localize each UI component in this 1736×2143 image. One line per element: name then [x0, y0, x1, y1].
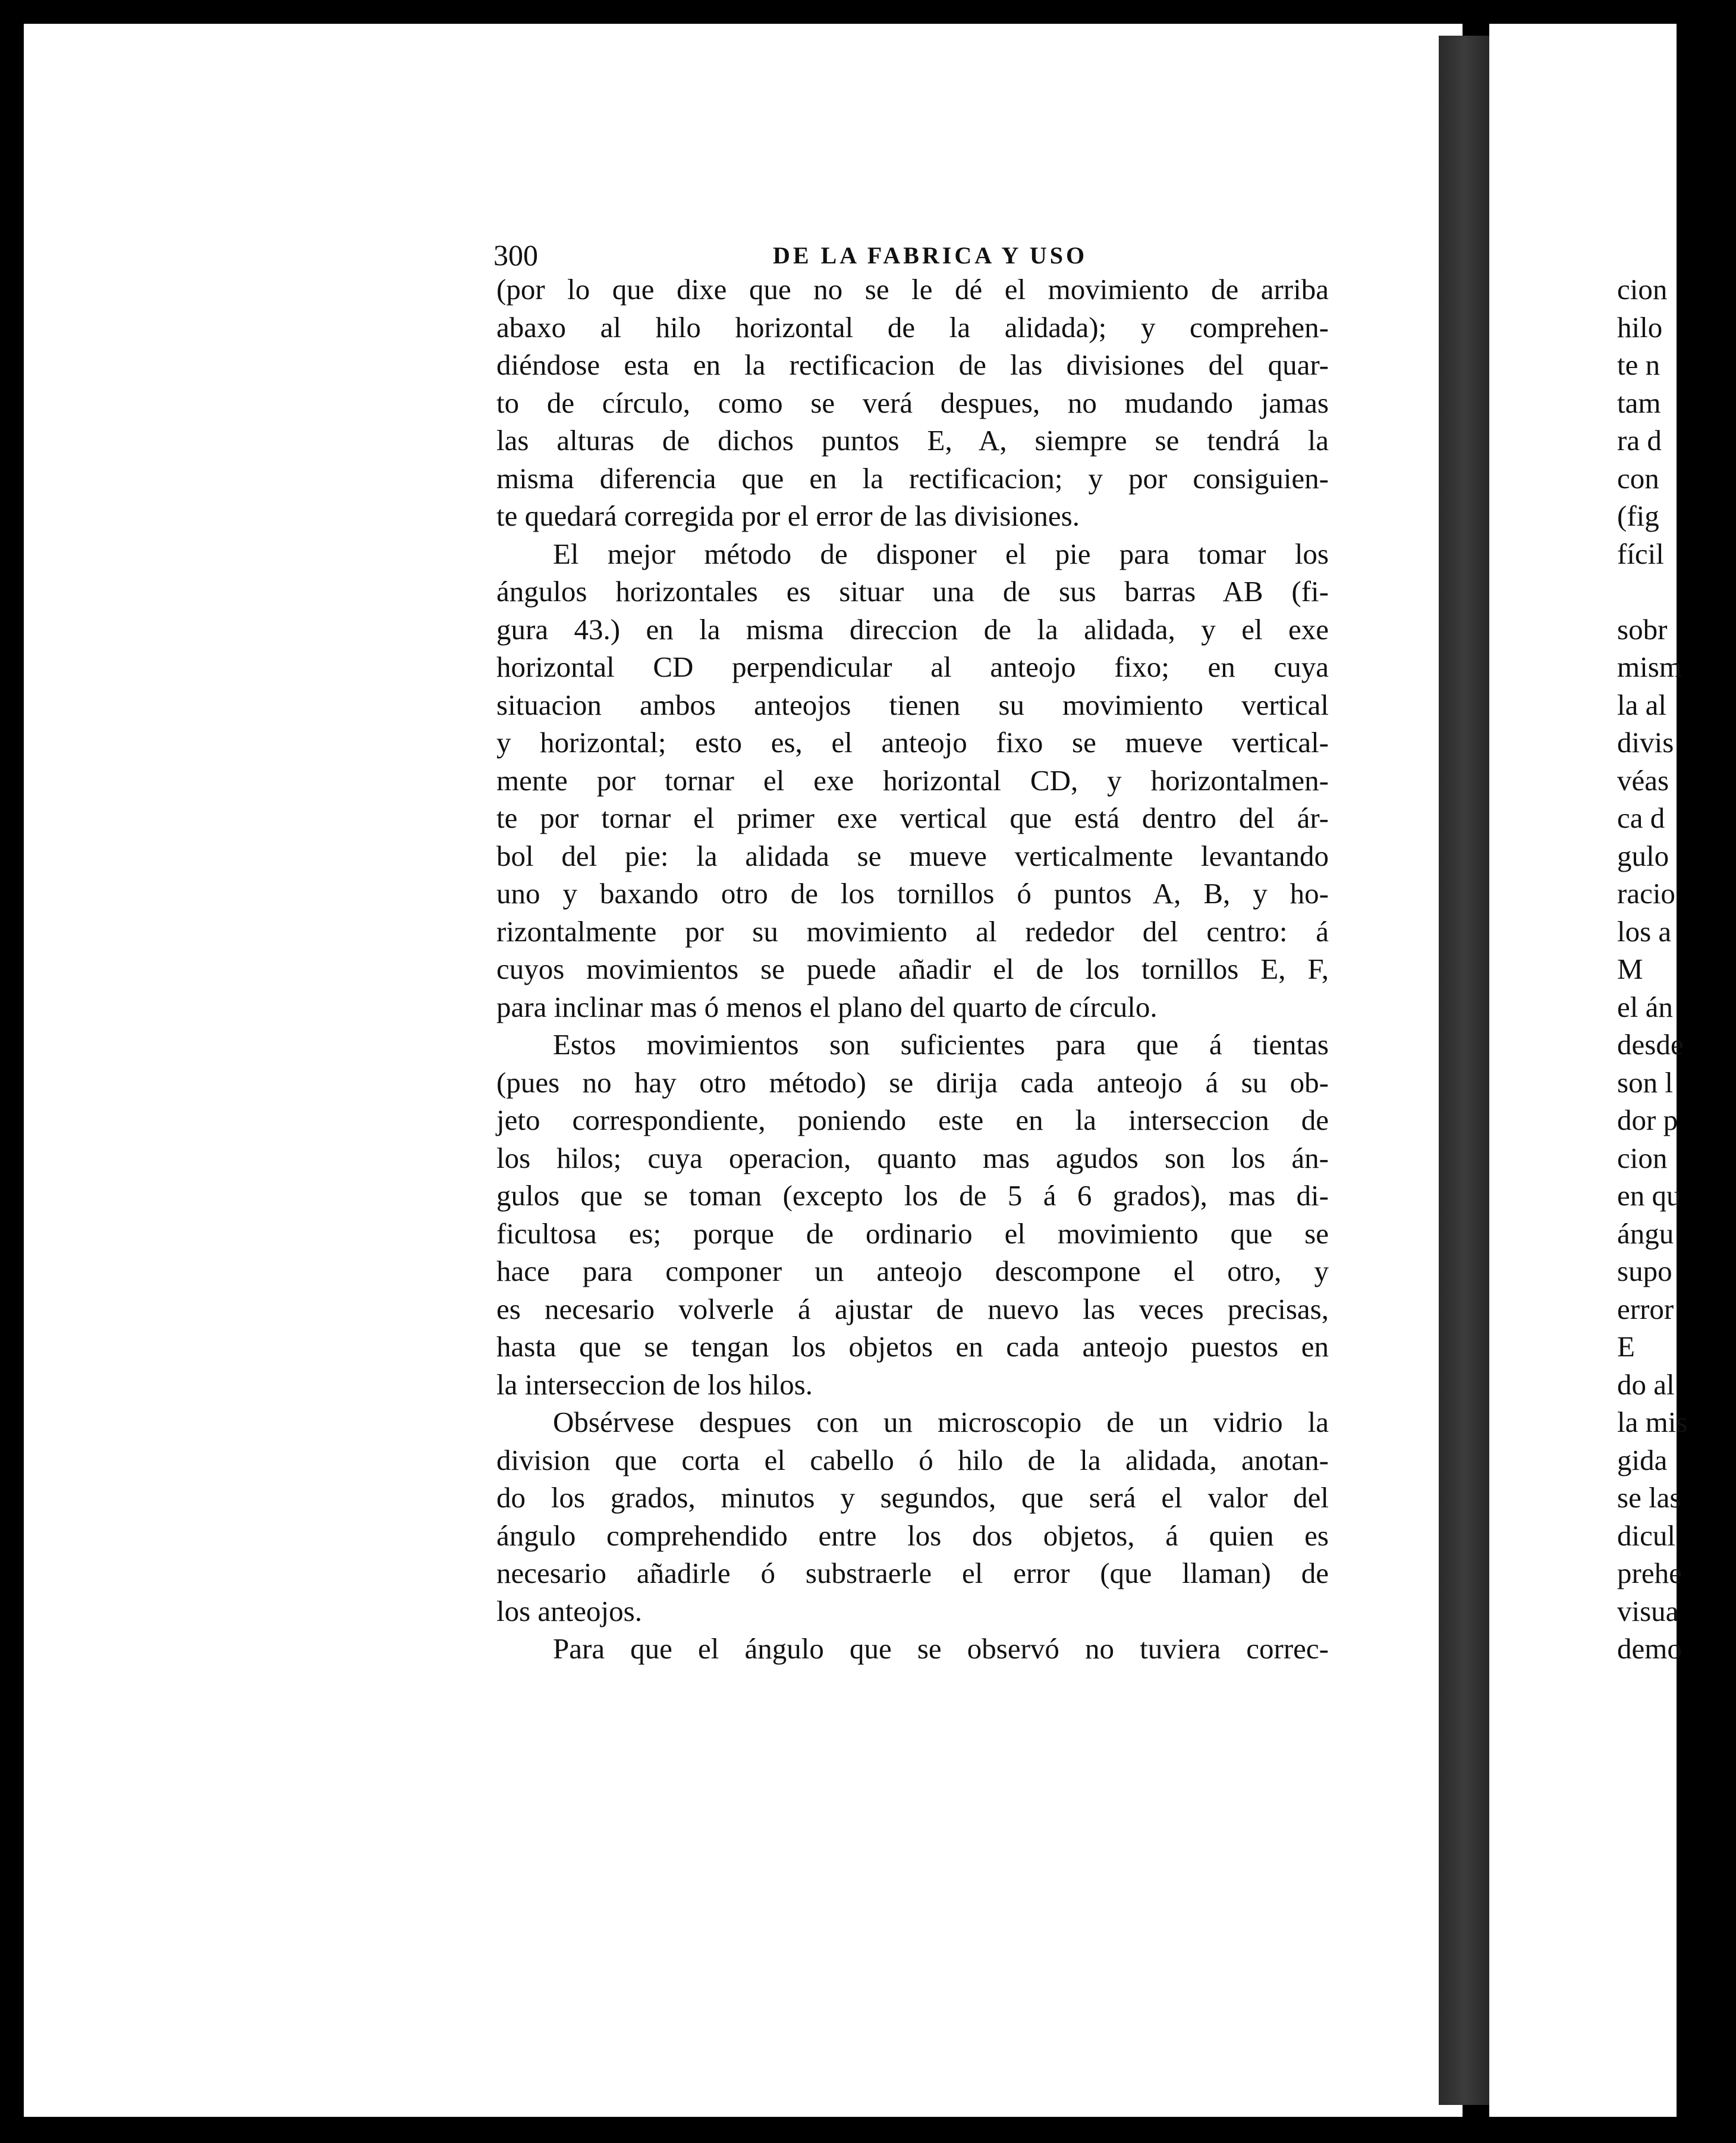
- text-line: gura 43.) en la misma direccion de la alidada, y el exe: [496, 612, 1329, 646]
- right-page-line: con: [1617, 461, 1659, 495]
- right-page-line: dicul: [1617, 1519, 1675, 1552]
- running-head: DE LA FABRICA Y USO: [773, 242, 1088, 269]
- text-line: (pues no hay otro método) se dirija cada anteojo á su ob-: [496, 1066, 1329, 1099]
- text-line: ficultosa es; porque de ordinario el movimiento que se: [496, 1217, 1329, 1250]
- right-page-line: los a: [1617, 915, 1672, 948]
- text-line: las alturas de dichos puntos E, A, siempre se tendrá la: [496, 424, 1329, 457]
- text-line: te por tornar el primer exe vertical que está dentro del ár-: [496, 802, 1329, 834]
- text-line: gulos que se toman (excepto los de 5 á 6 grados), mas di-: [496, 1179, 1329, 1212]
- right-page-line: demo: [1617, 1632, 1682, 1665]
- text-line: misma diferencia que en la rectificacion; y por consiguien-: [496, 461, 1329, 495]
- right-page-line: son l: [1617, 1066, 1673, 1099]
- right-page-line: supo: [1617, 1255, 1672, 1287]
- right-page-line: error: [1617, 1292, 1674, 1325]
- text-line: (por lo que dixe que no se le dé el movimiento de arriba: [496, 273, 1329, 306]
- right-page-line: tam: [1617, 386, 1661, 419]
- text-line: Para que el ángulo que se observó no tuviera correc-: [553, 1632, 1329, 1665]
- text-line: Estos movimientos son suficientes para que á tientas: [553, 1028, 1329, 1061]
- right-page-line: (fig: [1617, 499, 1659, 532]
- right-page-line: M: [1617, 953, 1643, 985]
- right-page-line: E: [1617, 1330, 1635, 1363]
- right-page-line: divis: [1617, 726, 1674, 759]
- right-page-line: se las: [1617, 1481, 1681, 1514]
- text-line: do los grados, minutos y segundos, que será el valor del: [496, 1481, 1329, 1514]
- right-page-line: véas: [1617, 763, 1669, 797]
- text-line: mente por tornar el exe horizontal CD, y horizontalmen-: [496, 763, 1329, 797]
- text-line: los anteojos.: [496, 1594, 642, 1627]
- right-page-line: racio: [1617, 877, 1675, 910]
- text-line: para inclinar mas ó menos el plano del quarto de círculo.: [496, 990, 1158, 1023]
- right-page-line: do al: [1617, 1368, 1675, 1401]
- text-line: es necesario volverle á ajustar de nuevo las veces precisas,: [496, 1292, 1329, 1325]
- right-page-line: dor p: [1617, 1104, 1678, 1136]
- page-number: 300: [493, 238, 538, 272]
- text-line: ángulo comprehendido entre los dos objetos, á quien es: [496, 1519, 1329, 1552]
- right-page-line: en qu: [1617, 1179, 1681, 1212]
- text-line: cuyos movimientos se puede añadir el de los tornillos E, F,: [496, 953, 1329, 985]
- right-page-line: [1617, 573, 1736, 611]
- text-line: jeto correspondiente, poniendo este en la interseccion de: [496, 1104, 1329, 1136]
- right-page-line: hilo: [1617, 310, 1663, 344]
- text-line: necesario añadirle ó substraerle el error (que llaman) de: [496, 1557, 1329, 1589]
- text-line: hace para componer un anteojo descompone el otro, y: [496, 1255, 1329, 1287]
- text-line: Obsérvese despues con un microscopio de un vidrio la: [553, 1406, 1329, 1438]
- right-page-line: visua: [1617, 1594, 1679, 1627]
- text-line: abaxo al hilo horizontal de la alidada); y comprehen-: [496, 310, 1329, 344]
- text-line: te quedará corregida por el error de las divisiones.: [496, 499, 1080, 532]
- right-page-line: la al: [1617, 688, 1666, 721]
- right-page-line: ángu: [1617, 1217, 1674, 1250]
- right-page-line: sobr: [1617, 612, 1668, 646]
- text-line: situacion ambos anteojos tienen su movimiento vertical: [496, 688, 1329, 721]
- right-page-line: gida: [1617, 1443, 1668, 1476]
- right-page-line: te n: [1617, 348, 1660, 381]
- right-page-line: cion: [1617, 1141, 1668, 1174]
- text-line: horizontal CD perpendicular al anteojo fixo; en cuya: [496, 651, 1329, 683]
- text-line: division que corta el cabello ó hilo de la alidada, anotan-: [496, 1443, 1329, 1476]
- right-page-line: cion: [1617, 273, 1668, 306]
- text-line: ángulos horizontales es situar una de sus barras AB (fi-: [496, 575, 1329, 608]
- text-line: El mejor método de disponer el pie para tomar los: [553, 537, 1329, 570]
- right-page-line: el án: [1617, 990, 1673, 1023]
- text-line: uno y baxando otro de los tornillos ó puntos A, B, y ho-: [496, 877, 1329, 910]
- right-page-line: gulo: [1617, 839, 1669, 872]
- body-text: [496, 271, 1329, 1668]
- page-header: [493, 238, 1326, 274]
- right-page-line: desde: [1617, 1028, 1684, 1061]
- right-page-line: ra d: [1617, 424, 1662, 457]
- text-line: los hilos; cuya operacion, quanto mas agudos son los án-: [496, 1141, 1329, 1174]
- text-line: la interseccion de los hilos.: [496, 1368, 813, 1401]
- right-page-line: la mis: [1617, 1406, 1688, 1438]
- right-page-line: mism: [1617, 651, 1682, 683]
- text-line: to de círculo, como se verá despues, no mudando jamas: [496, 386, 1329, 419]
- text-line: rizontalmente por su movimiento al rededor del centro: á: [496, 915, 1329, 948]
- text-line: y horizontal; esto es, el anteojo fixo se mueve vertical-: [496, 726, 1329, 759]
- text-line: diéndose esta en la rectificacion de las divisiones del quar-: [496, 348, 1329, 381]
- right-page-line: fícil: [1617, 537, 1664, 570]
- right-page-line: prehe: [1617, 1557, 1682, 1589]
- right-page-text-fragments: [1617, 271, 1736, 1668]
- text-line: bol del pie: la alidada se mueve verticalmente levantando: [496, 839, 1329, 872]
- right-page-line: ca d: [1617, 802, 1665, 834]
- text-line: hasta que se tengan los objetos en cada anteojo puestos en: [496, 1330, 1329, 1363]
